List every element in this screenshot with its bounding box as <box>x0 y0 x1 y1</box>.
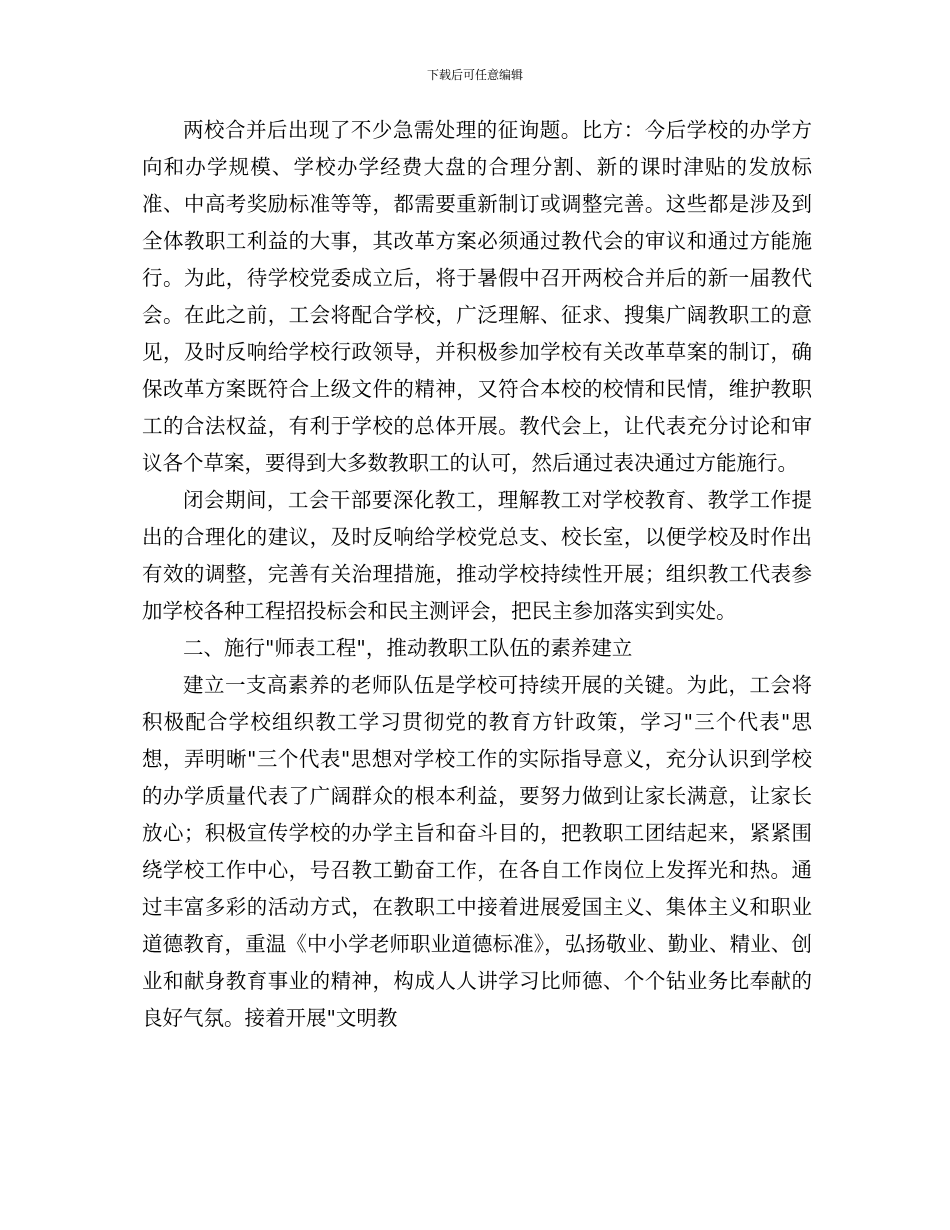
header-note: 下载后可任意编辑 <box>426 68 523 82</box>
paragraph: 建立一支高素养的老师队伍是学校可持续开展的关键。为此，工会将积极配合学校组织教工学习贯彻党的教育方针政策，学习"三个代表"思想，弄明晰"三个代表"思想对学校工作的实际指导意义，充分认识到学校的办学质量代表了广阔群众的根本利益，要努力做到让家长满意，让家长放心；积极宣传学校的办学主旨和奋斗目的，把教职工团结起来，紧紧围绕学校工作中心，号召教工勤奋工作，在各自工作岗位上发挥光和热。通过丰富多彩的活动方式，在教职工中接着进展爱国主义、集体主义和职业道德教育，重温《中小学老师职业道德标准》，弘扬敬业、勤业、精业、创业和献身教育事业的精神，构成人人讲学习比师德、个个钻业务比奉献的良好气氛。接着开展"文明教 <box>142 673 812 1030</box>
paragraph: 两校合并后出现了不少急需处理的征询题。比方：今后学校的办学方向和办学规模、学校办学经费大盘的合理分割、新的课时津贴的发放标准、中高考奖励标准等等，都需要重新制订或调整完善。这些都是涉及到全体教职工利益的大事，其改革方案必须通过教代会的审议和通过方能施行。为此，待学校党委成立后，将于暑假中召开两校合并后的新一届教代会。在此之前，工会将配合学校，广泛理解、征求、搜集广阔教职工的意见，及时反响给学校行政领导，并积极参加学校有关改革草案的制订，确保改革方案既符合上级文件的精神，又符合本校的校情和民情，维护教职工的合法权益，有利于学校的总体开展。教代会上，让代表充分讨论和审议各个草案，要得到大多数教职工的认可，然后通过表决通过方能施行。 <box>142 118 812 475</box>
paragraph: 闭会期间，工会干部要深化教工，理解教工对学校教育、教学工作提出的合理化的建议，及时反响给学校党总支、校长室，以便学校及时作出有效的调整，完善有关治理措施，推动学校持续性开展；组织教工代表参加学校各种工程招投标会和民主测评会，把民主参加落实到实处。 <box>142 488 812 623</box>
section-heading: 二、施行"师表工程"，推动教职工队伍的素养建立 <box>183 636 633 660</box>
document-body <box>142 112 812 1037</box>
